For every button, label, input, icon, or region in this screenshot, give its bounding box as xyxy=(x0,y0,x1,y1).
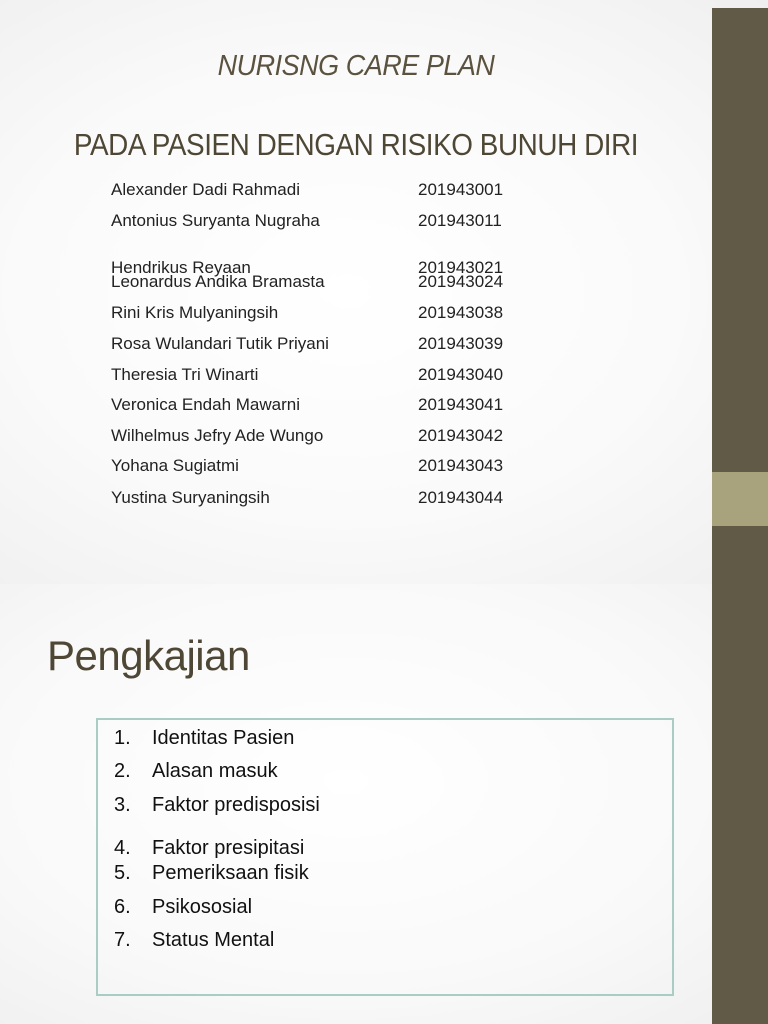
member-id: 201943021 xyxy=(418,258,504,277)
side-decoration-accent xyxy=(712,472,768,526)
list-text: Faktor predisposisi xyxy=(152,794,320,816)
list-text: Psikososial xyxy=(152,896,253,918)
member-name: Rini Kris Mulyaningsih xyxy=(111,303,279,322)
member-id: 201943001 xyxy=(418,180,504,199)
list-text: Alasan masuk xyxy=(152,760,278,782)
list-text: Pemeriksaan fisik xyxy=(152,862,309,884)
member-name: Leonardus Andika Bramasta xyxy=(111,272,325,291)
member-id: 201943041 xyxy=(418,395,504,414)
member-id: 201943011 xyxy=(418,211,502,230)
member-id: 201943042 xyxy=(418,426,504,445)
list-number: 2. xyxy=(114,760,131,782)
member-name: Rosa Wulandari Tutik Priyani xyxy=(111,334,329,353)
member-name: Yustina Suryaningsih xyxy=(111,488,270,507)
list-text: Status Mental xyxy=(152,929,275,951)
list-number: 1. xyxy=(114,727,131,749)
member-id: 201943024 xyxy=(418,272,504,291)
member-name: Wilhelmus Jefry Ade Wungo xyxy=(111,426,324,445)
member-id: 201943044 xyxy=(418,488,504,507)
list-number: 3. xyxy=(114,794,131,816)
list-number: 6. xyxy=(114,896,131,918)
list-text: Faktor presipitasi xyxy=(152,837,305,859)
document-subtitle: NURISNG CARE PLAN xyxy=(217,50,495,82)
document-title: PADA PASIEN DENGAN RISIKO BUNUH DIRI xyxy=(73,127,639,162)
member-name: Alexander Dadi Rahmadi xyxy=(111,180,300,199)
list-number: 7. xyxy=(114,929,131,951)
member-id: 201943039 xyxy=(418,334,504,353)
section-title: Pengkajian xyxy=(47,632,250,679)
member-name: Theresia Tri Winarti xyxy=(111,365,259,384)
member-name: Yohana Sugiatmi xyxy=(111,456,239,475)
member-name: Hendrikus Reyaan xyxy=(111,258,251,277)
member-name: Antonius Suryanta Nugraha xyxy=(111,211,320,230)
member-id: 201943038 xyxy=(418,303,504,322)
member-id: 201943040 xyxy=(418,365,504,384)
member-id: 201943043 xyxy=(418,456,504,475)
list-number: 5. xyxy=(114,862,131,884)
list-text: Identitas Pasien xyxy=(152,727,295,749)
list-number: 4. xyxy=(114,837,131,859)
member-name: Veronica Endah Mawarni xyxy=(111,395,301,414)
